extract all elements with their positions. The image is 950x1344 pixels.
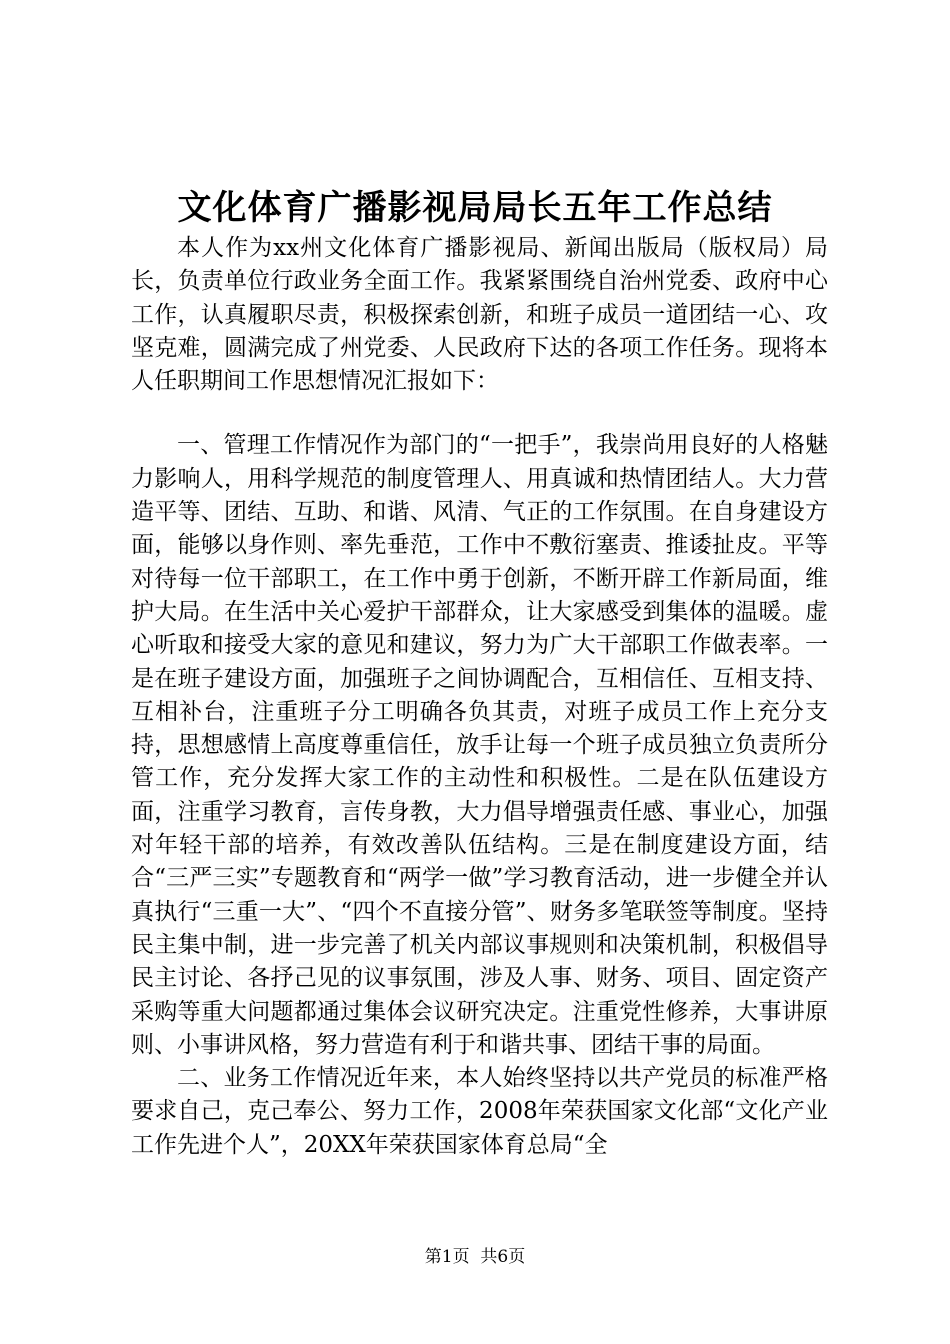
document-body <box>131 232 828 1162</box>
paragraph-business: 二、业务工作情况近年来，本人始终坚持以共产党员的标准严格要求自己，克己奉公、努力工作，2008年荣获国家文化部“文化产业工作先进个人”，20XX年荣获国家体育总局“全 <box>131 1065 828 1158</box>
document-title: 文化体育广播影视局局长五年工作总结 <box>177 188 773 228</box>
paragraph-intro: 本人作为xx州文化体育广播影视局、新闻出版局（版权局）局长，负责单位行政业务全面工作。我紧紧围绕自治州党委、政府中心工作，认真履职尽责，积极探索创新，和班子成员一道团结一心、攻坚克难，圆满完成了州党委、人民政府下达的各项工作任务。现将本人任职期间工作思想情况汇报如下： <box>131 235 828 395</box>
paragraph-gap <box>131 398 828 429</box>
page-footer <box>0 1246 950 1268</box>
paragraph-management: 一、管理工作情况作为部门的“一把手”，我崇尚用良好的人格魅力影响人，用科学规范的制度管理人、用真诚和热情团结人。大力营造平等、团结、互助、和谐、风清、气正的工作氛围。在自身建设方面，能够以身作则、率先垂范，工作中不敷衍塞责、推诿扯皮。平等对待每一位干部职工，在工作中勇于创新，不断开辟工作新局面，维护大局。在生活中关心爱护干部群众，让大家感受到集体的温暖。虚心听取和接受大家的意见和建议，努力为广大干部职工作做表率。一是在班子建设方面，加强班子之间协调配合，互相信任、互相支持、互相补台，注重班子分工明确各负其责，对班子成员工作上充分支持，思想感情上高度尊重信任，放手让每一个班子成员独立负责所分管工作，充分发挥大家工作的主动性和积极性。二是在队伍建设方面，注重学习教育，言传身教，大力倡导增强责任感、事业心，加强对年轻干部的培养，有效改善队伍结构。三是在制度建设方面，结合“三严三实”专题教育和“两学一做”学习教育活动，进一步健全并认真执行“三重一大”、“四个不直接分管”、财务多笔联签等制度。坚持民主集中制，进一步完善了机关内部议事规则和决策机制，积极倡导民主讨论、各抒己见的议事氛围，涉及人事、财务、项目、固定资产采购等重大问题都通过集体会议研究决定。注重党性修养，大事讲原则、小事讲风格，努力营造有利于和谐共事、团结干事的局面。 <box>131 432 828 1058</box>
page-number: 第1页 共6页 <box>424 1247 526 1267</box>
